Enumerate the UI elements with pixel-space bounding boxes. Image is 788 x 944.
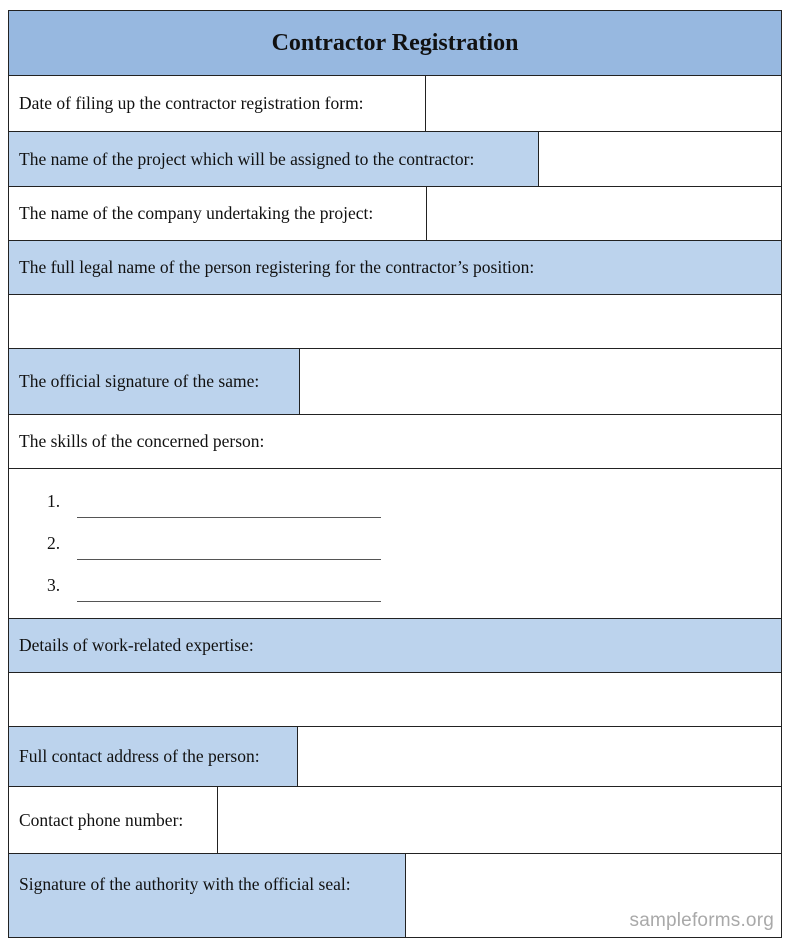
company-name-label: The name of the company undertaking the project: — [9, 187, 427, 240]
company-name-field[interactable] — [427, 187, 781, 240]
project-name-label: The name of the project which will be assigned to the contractor: — [9, 132, 539, 186]
skill-item-1 — [47, 491, 381, 512]
row-company-name — [9, 187, 781, 241]
form-title-band — [9, 11, 781, 76]
contact-phone-field[interactable] — [218, 787, 781, 853]
date-of-filing-field[interactable] — [426, 76, 781, 131]
skill-line-field[interactable] — [77, 559, 381, 560]
row-expertise-field — [9, 673, 781, 727]
skills-label: The skills of the concerned person: — [19, 431, 265, 451]
skill-item-2 — [47, 533, 381, 554]
contact-address-field[interactable] — [298, 727, 781, 786]
row-contact-phone — [9, 787, 781, 854]
row-official-signature — [9, 349, 781, 415]
skill-number: 3. — [47, 575, 61, 595]
expertise-field[interactable] — [9, 673, 781, 726]
row-skills-label — [9, 415, 781, 469]
skills-list — [9, 469, 781, 618]
row-legal-name-field — [9, 295, 781, 349]
contact-address-label: Full contact address of the person: — [9, 727, 298, 786]
contact-phone-label: Contact phone number: — [9, 787, 218, 853]
form-title: Contractor Registration — [271, 29, 519, 56]
row-expertise-label — [9, 619, 781, 673]
legal-name-field[interactable] — [9, 295, 781, 348]
skill-number: 2. — [47, 533, 61, 553]
watermark: sampleforms.org — [629, 910, 774, 931]
official-signature-label: The official signature of the same: — [9, 349, 300, 414]
skill-item-3 — [47, 575, 381, 596]
row-legal-name-label — [9, 241, 781, 295]
contractor-registration-form — [8, 10, 782, 938]
row-date-of-filing — [9, 76, 781, 132]
expertise-label: Details of work-related expertise: — [9, 619, 781, 672]
skill-number: 1. — [47, 491, 61, 511]
row-skills-list — [9, 469, 781, 619]
date-of-filing-label: Date of filing up the contractor registration form: — [9, 76, 426, 131]
project-name-field[interactable] — [539, 132, 781, 186]
skill-line-field[interactable] — [77, 601, 381, 602]
skill-line-field[interactable] — [77, 517, 381, 518]
legal-name-label: The full legal name of the person registering for the contractor’s position: — [9, 241, 781, 294]
row-contact-address — [9, 727, 781, 787]
row-project-name — [9, 132, 781, 187]
official-signature-field[interactable] — [300, 349, 781, 414]
authority-signature-label: Signature of the authority with the official seal: — [9, 854, 406, 937]
